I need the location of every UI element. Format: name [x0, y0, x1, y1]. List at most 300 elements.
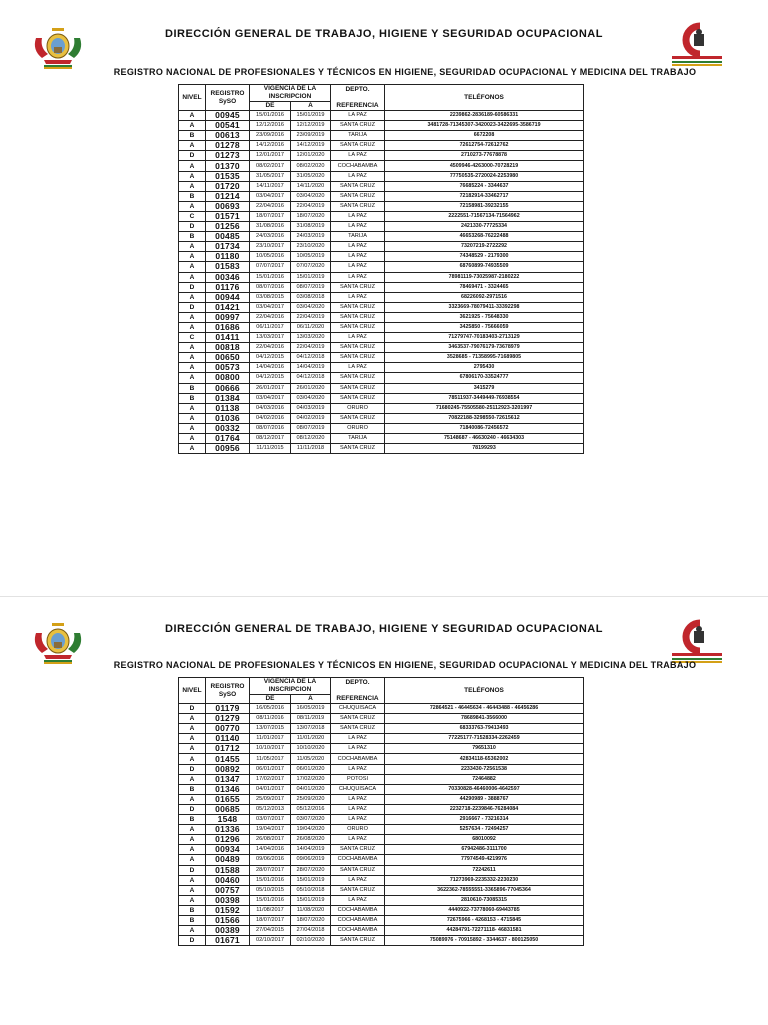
cell-registro: 01278: [206, 141, 250, 151]
cell-depto: LA PAZ: [331, 111, 385, 121]
cell-vigencia-a: 04/01/2020: [291, 784, 331, 794]
cell-vigencia-a: 08/12/2020: [291, 434, 331, 444]
table-row: [179, 373, 584, 383]
header-depto: DEPTO. REFERENCIA: [331, 85, 385, 111]
cell-registro: 00800: [206, 373, 250, 383]
document-subtitle: REGISTRO NACIONAL DE PROFESIONALES Y TÉCNICOS EN HIGIENE, SEGURIDAD OCUPACIONAL Y MEDICINA DEL TRABAJO: [113, 67, 697, 77]
table-row: [179, 815, 584, 825]
cell-vigencia-a: 12/01/2020: [291, 151, 331, 161]
cell-depto: LA PAZ: [331, 875, 385, 885]
cell-vigencia-a: 26/08/2020: [291, 835, 331, 845]
cell-registro: 01455: [206, 754, 250, 764]
cell-telefonos: 74348529 - 2179300: [385, 252, 584, 262]
cell-vigencia-de: 17/02/2017: [250, 774, 291, 784]
cell-vigencia-a: 17/02/2020: [291, 774, 331, 784]
cell-depto: SANTA CRUZ: [331, 322, 385, 332]
cell-telefonos: 3463537-79076179-73678979: [385, 343, 584, 353]
cell-telefonos: 77225177-71528334-2262459: [385, 734, 584, 744]
cell-vigencia-de: 14/12/2016: [250, 141, 291, 151]
cell-depto: TARIJA: [331, 232, 385, 242]
cell-depto: LA PAZ: [331, 242, 385, 252]
header-registro: REGISTRO SySO: [206, 678, 250, 704]
cell-vigencia-de: 15/01/2016: [250, 272, 291, 282]
cell-vigencia-a: 14/04/2019: [291, 845, 331, 855]
table-row: [179, 875, 584, 885]
cell-depto: SANTA CRUZ: [331, 936, 385, 946]
cell-registro: 00934: [206, 845, 250, 855]
table-row: [179, 171, 584, 181]
cell-nivel: A: [179, 373, 206, 383]
header-nivel: NIVEL: [179, 678, 206, 704]
cell-registro: 01296: [206, 835, 250, 845]
cell-nivel: A: [179, 714, 206, 724]
cell-depto: LA PAZ: [331, 835, 385, 845]
cell-nivel: A: [179, 161, 206, 171]
cell-vigencia-de: 03/04/2017: [250, 393, 291, 403]
cell-vigencia-a: 05/10/2018: [291, 885, 331, 895]
cell-depto: LA PAZ: [331, 151, 385, 161]
cell-vigencia-a: 22/04/2019: [291, 312, 331, 322]
cell-registro: 01346: [206, 784, 250, 794]
cell-vigencia-de: 23/09/2016: [250, 131, 291, 141]
cell-nivel: D: [179, 936, 206, 946]
cell-telefonos: 2810610-73085315: [385, 895, 584, 905]
table-row: [179, 201, 584, 211]
cell-telefonos: 2710273-77678878: [385, 151, 584, 161]
cell-vigencia-de: 25/09/2017: [250, 794, 291, 804]
table-row: [179, 936, 584, 946]
cell-nivel: A: [179, 141, 206, 151]
cell-depto: TARIJA: [331, 131, 385, 141]
cell-depto: LA PAZ: [331, 292, 385, 302]
cell-telefonos: 68760899-74935509: [385, 262, 584, 272]
ministry-emblem-logo: [668, 617, 726, 665]
cell-telefonos: 2233430-72561538: [385, 764, 584, 774]
cell-telefonos: 77974549-4219976: [385, 855, 584, 865]
cell-telefonos: 70330828-46460006-4642597: [385, 784, 584, 794]
cell-vigencia-a: 08/11/2019: [291, 714, 331, 724]
header-de: DE: [250, 695, 291, 704]
cell-telefonos: 68226092-2971516: [385, 292, 584, 302]
cell-registro: 01214: [206, 191, 250, 201]
cell-vigencia-de: 24/03/2016: [250, 232, 291, 242]
cell-depto: LA PAZ: [331, 363, 385, 373]
cell-vigencia-de: 11/08/2017: [250, 905, 291, 915]
cell-vigencia-de: 02/10/2017: [250, 936, 291, 946]
cell-telefonos: 3425850 - 75666059: [385, 322, 584, 332]
cell-nivel: A: [179, 312, 206, 322]
table-row: [179, 855, 584, 865]
cell-nivel: A: [179, 171, 206, 181]
cell-registro: 01712: [206, 744, 250, 754]
cell-depto: LA PAZ: [331, 744, 385, 754]
cell-registro: 01421: [206, 302, 250, 312]
cell-vigencia-de: 04/12/2015: [250, 353, 291, 363]
table-row: [179, 835, 584, 845]
cell-vigencia-a: 08/07/2019: [291, 423, 331, 433]
cell-nivel: D: [179, 764, 206, 774]
cell-nivel: A: [179, 744, 206, 754]
cell-vigencia-de: 14/11/2017: [250, 181, 291, 191]
cell-registro: 01764: [206, 434, 250, 444]
cell-registro: 01655: [206, 794, 250, 804]
cell-telefonos: 68333763-79413493: [385, 724, 584, 734]
table-row: [179, 393, 584, 403]
cell-nivel: A: [179, 413, 206, 423]
cell-telefonos: 2421330-77725334: [385, 222, 584, 232]
cell-nivel: A: [179, 734, 206, 744]
cell-telefonos: 2239862-2836189-60586331: [385, 111, 584, 121]
table-row: [179, 444, 584, 454]
cell-telefonos: 71840086-72456572: [385, 423, 584, 433]
cell-vigencia-a: 23/10/2020: [291, 242, 331, 252]
cell-vigencia-de: 22/04/2016: [250, 312, 291, 322]
cell-vigencia-a: 03/04/2020: [291, 302, 331, 312]
cell-registro: 01180: [206, 252, 250, 262]
registry-rows-page-2: [179, 704, 584, 946]
cell-nivel: A: [179, 885, 206, 895]
cell-vigencia-a: 04/03/2019: [291, 403, 331, 413]
table-row: [179, 111, 584, 121]
cell-registro: 01140: [206, 734, 250, 744]
table-row: [179, 895, 584, 905]
cell-telefonos: 3622362-78555551-3365896-77045364: [385, 885, 584, 895]
cell-telefonos: 72864521 - 46445634 - 46443488 - 46456286: [385, 704, 584, 714]
cell-depto: LA PAZ: [331, 333, 385, 343]
document-subtitle: REGISTRO NACIONAL DE PROFESIONALES Y TÉCNICOS EN HIGIENE, SEGURIDAD OCUPACIONAL Y MEDICINA DEL TRABAJO: [113, 660, 697, 670]
cell-depto: LA PAZ: [331, 262, 385, 272]
cell-telefonos: 77750535-2720024-2253980: [385, 171, 584, 181]
cell-depto: LA PAZ: [331, 272, 385, 282]
cell-registro: 01384: [206, 393, 250, 403]
table-row: [179, 413, 584, 423]
cell-vigencia-de: 05/12/2013: [250, 804, 291, 814]
cell-nivel: D: [179, 282, 206, 292]
cell-depto: SANTA CRUZ: [331, 181, 385, 191]
cell-vigencia-de: 04/02/2016: [250, 413, 291, 423]
cell-vigencia-a: 11/05/2020: [291, 754, 331, 764]
cell-registro: 01138: [206, 403, 250, 413]
cell-vigencia-de: 06/01/2017: [250, 764, 291, 774]
cell-depto: LA PAZ: [331, 734, 385, 744]
cell-vigencia-a: 12/12/2019: [291, 121, 331, 131]
cell-depto: SANTA CRUZ: [331, 845, 385, 855]
cell-registro: 00757: [206, 885, 250, 895]
cell-telefonos: 67806170-33524777: [385, 373, 584, 383]
cell-depto: SANTA CRUZ: [331, 865, 385, 875]
cell-vigencia-a: 15/01/2019: [291, 111, 331, 121]
cell-registro: 00770: [206, 724, 250, 734]
cell-registro: 01279: [206, 714, 250, 724]
cell-depto: ORURO: [331, 825, 385, 835]
cell-vigencia-a: 03/04/2020: [291, 393, 331, 403]
cell-registro: 00485: [206, 232, 250, 242]
cell-vigencia-de: 22/04/2016: [250, 201, 291, 211]
table-row: [179, 434, 584, 444]
cell-vigencia-a: 28/07/2020: [291, 865, 331, 875]
cell-registro: 00650: [206, 353, 250, 363]
cell-vigencia-de: 19/04/2017: [250, 825, 291, 835]
cell-telefonos: 75089976 - 70915892 - 3344637 - 800125050: [385, 936, 584, 946]
cell-vigencia-de: 08/07/2016: [250, 282, 291, 292]
cell-telefonos: 2795430: [385, 363, 584, 373]
document-page-2: [0, 596, 768, 1025]
cell-registro: 00489: [206, 855, 250, 865]
cell-vigencia-a: 11/08/2020: [291, 905, 331, 915]
table-row: [179, 905, 584, 915]
cell-telefonos: 78469471 - 3324465: [385, 282, 584, 292]
cell-vigencia-de: 15/01/2016: [250, 895, 291, 905]
cell-nivel: A: [179, 181, 206, 191]
header-vigencia: VIGENCIA DE LA INSCRIPCION: [250, 678, 331, 695]
cell-vigencia-de: 18/07/2017: [250, 211, 291, 221]
cell-vigencia-de: 26/08/2017: [250, 835, 291, 845]
cell-registro: 00398: [206, 895, 250, 905]
table-row: [179, 865, 584, 875]
cell-registro: 01347: [206, 774, 250, 784]
table-row: [179, 242, 584, 252]
cell-vigencia-a: 13/07/2018: [291, 724, 331, 734]
cell-nivel: C: [179, 211, 206, 221]
cell-telefonos: 3528685 - 71358995-71689805: [385, 353, 584, 363]
cell-telefonos: 70822188-3298550-72615612: [385, 413, 584, 423]
cell-vigencia-de: 15/01/2016: [250, 111, 291, 121]
cell-registro: 00332: [206, 423, 250, 433]
cell-vigencia-a: 22/04/2019: [291, 201, 331, 211]
cell-telefonos: 44284791-72271118- 46831581: [385, 926, 584, 936]
table-row: [179, 754, 584, 764]
cell-registro: 00541: [206, 121, 250, 131]
cell-vigencia-de: 14/04/2016: [250, 845, 291, 855]
cell-vigencia-de: 16/05/2016: [250, 704, 291, 714]
cell-vigencia-de: 06/11/2017: [250, 322, 291, 332]
cell-depto: SANTA CRUZ: [331, 191, 385, 201]
cell-registro: 00818: [206, 343, 250, 353]
cell-depto: LA PAZ: [331, 794, 385, 804]
table-row: [179, 292, 584, 302]
cell-telefonos: 3323669-78079411-33392298: [385, 302, 584, 312]
table-row: [179, 794, 584, 804]
cell-vigencia-a: 03/07/2020: [291, 815, 331, 825]
cell-telefonos: 67942486-3111700: [385, 845, 584, 855]
cell-depto: SANTA CRUZ: [331, 373, 385, 383]
table-row: [179, 423, 584, 433]
header-depto: DEPTO. REFERENCIA: [331, 678, 385, 704]
cell-vigencia-de: 08/11/2016: [250, 714, 291, 724]
cell-nivel: D: [179, 302, 206, 312]
cell-telefonos: 44290989 - 3888767: [385, 794, 584, 804]
cell-registro: 00892: [206, 764, 250, 774]
cell-registro: 00997: [206, 312, 250, 322]
cell-nivel: B: [179, 383, 206, 393]
cell-registro: 01566: [206, 915, 250, 925]
cell-vigencia-de: 22/04/2016: [250, 343, 291, 353]
cell-nivel: A: [179, 845, 206, 855]
header-de: DE: [250, 102, 291, 111]
cell-vigencia-a: 15/01/2019: [291, 875, 331, 885]
cell-depto: LA PAZ: [331, 252, 385, 262]
cell-depto: SANTA CRUZ: [331, 141, 385, 151]
cell-nivel: B: [179, 905, 206, 915]
cell-telefonos: 79651310: [385, 744, 584, 754]
cell-nivel: A: [179, 875, 206, 885]
cell-vigencia-de: 04/01/2017: [250, 784, 291, 794]
cell-registro: 00693: [206, 201, 250, 211]
cell-nivel: B: [179, 393, 206, 403]
cell-nivel: C: [179, 333, 206, 343]
cell-nivel: A: [179, 262, 206, 272]
cell-registro: 00666: [206, 383, 250, 393]
cell-telefonos: 78689841-3566000: [385, 714, 584, 724]
cell-telefonos: 4509946-4263000-70728219: [385, 161, 584, 171]
cell-depto: SANTA CRUZ: [331, 413, 385, 423]
cell-depto: TARIJA: [331, 434, 385, 444]
cell-vigencia-de: 27/04/2015: [250, 926, 291, 936]
cell-depto: LA PAZ: [331, 804, 385, 814]
cell-telefonos: 75148687 - 46630240 - 46634303: [385, 434, 584, 444]
table-row: [179, 181, 584, 191]
cell-vigencia-a: 10/05/2019: [291, 252, 331, 262]
cell-nivel: A: [179, 343, 206, 353]
cell-depto: SANTA CRUZ: [331, 121, 385, 131]
cell-vigencia-a: 04/12/2018: [291, 373, 331, 383]
cell-vigencia-a: 09/06/2019: [291, 855, 331, 865]
cell-depto: COCHABAMBA: [331, 905, 385, 915]
registry-rows-page-1: [179, 111, 584, 454]
cell-vigencia-de: 28/07/2017: [250, 865, 291, 875]
table-row: [179, 343, 584, 353]
cell-vigencia-de: 31/08/2016: [250, 222, 291, 232]
cell-nivel: A: [179, 825, 206, 835]
cell-vigencia-a: 07/07/2020: [291, 262, 331, 272]
cell-nivel: A: [179, 121, 206, 131]
table-row: [179, 211, 584, 221]
cell-nivel: A: [179, 774, 206, 784]
cell-depto: SANTA CRUZ: [331, 343, 385, 353]
cell-registro: 01179: [206, 704, 250, 714]
cell-depto: COCHABAMBA: [331, 926, 385, 936]
cell-registro: 00613: [206, 131, 250, 141]
cell-telefonos: 72242611: [385, 865, 584, 875]
document-title: DIRECCIÓN GENERAL DE TRABAJO, HIGIENE Y SEGURIDAD OCUPACIONAL: [165, 623, 603, 635]
cell-nivel: A: [179, 252, 206, 262]
table-row: [179, 825, 584, 835]
cell-nivel: D: [179, 151, 206, 161]
cell-registro: 01535: [206, 171, 250, 181]
table-row: [179, 312, 584, 322]
cell-registro: 01370: [206, 161, 250, 171]
cell-registro: 01592: [206, 905, 250, 915]
cell-depto: COCHABAMBA: [331, 161, 385, 171]
cell-nivel: A: [179, 201, 206, 211]
cell-vigencia-a: 15/01/2019: [291, 272, 331, 282]
cell-telefonos: 72182914-33462717: [385, 191, 584, 201]
cell-vigencia-a: 27/04/2018: [291, 926, 331, 936]
cell-vigencia-a: 18/07/2020: [291, 915, 331, 925]
cell-vigencia-a: 25/09/2020: [291, 794, 331, 804]
cell-nivel: B: [179, 784, 206, 794]
cell-vigencia-a: 18/07/2020: [291, 211, 331, 221]
header-nivel: NIVEL: [179, 85, 206, 111]
table-row: [179, 403, 584, 413]
table-row: [179, 302, 584, 312]
cell-registro: 01273: [206, 151, 250, 161]
cell-depto: COCHABAMBA: [331, 754, 385, 764]
cell-telefonos: 42834118-65362002: [385, 754, 584, 764]
cell-vigencia-de: 31/05/2017: [250, 171, 291, 181]
cell-telefonos: 72675966 - 4268153 - 4715845: [385, 915, 584, 925]
cell-vigencia-a: 26/01/2020: [291, 383, 331, 393]
table-row: [179, 764, 584, 774]
cell-registro: 01671: [206, 936, 250, 946]
cell-vigencia-a: 14/12/2019: [291, 141, 331, 151]
cell-nivel: B: [179, 191, 206, 201]
cell-registro: 00944: [206, 292, 250, 302]
table-row: [179, 363, 584, 373]
cell-nivel: B: [179, 915, 206, 925]
table-row: [179, 272, 584, 282]
cell-depto: SANTA CRUZ: [331, 282, 385, 292]
cell-nivel: D: [179, 704, 206, 714]
cell-vigencia-a: 02/10/2020: [291, 936, 331, 946]
cell-nivel: A: [179, 272, 206, 282]
cell-depto: COCHABAMBA: [331, 915, 385, 925]
cell-registro: 00389: [206, 926, 250, 936]
cell-vigencia-a: 15/01/2019: [291, 895, 331, 905]
cell-registro: 01583: [206, 262, 250, 272]
table-row: [179, 774, 584, 784]
cell-telefonos: 2222551-71567134-71564962: [385, 211, 584, 221]
cell-vigencia-de: 05/10/2015: [250, 885, 291, 895]
cell-registro: 01686: [206, 322, 250, 332]
header-telefonos: TELÉFONOS: [385, 85, 584, 111]
cell-vigencia-de: 08/12/2017: [250, 434, 291, 444]
cell-nivel: A: [179, 855, 206, 865]
cell-nivel: A: [179, 423, 206, 433]
cell-telefonos: 68010092: [385, 835, 584, 845]
cell-vigencia-de: 12/01/2017: [250, 151, 291, 161]
cell-depto: LA PAZ: [331, 895, 385, 905]
cell-registro: 01176: [206, 282, 250, 292]
table-row: [179, 282, 584, 292]
cell-depto: LA PAZ: [331, 764, 385, 774]
cell-vigencia-a: 10/10/2020: [291, 744, 331, 754]
cell-depto: LA PAZ: [331, 222, 385, 232]
cell-telefonos: 78199293: [385, 444, 584, 454]
cell-depto: SANTA CRUZ: [331, 353, 385, 363]
cell-registro: 00956: [206, 444, 250, 454]
cell-nivel: A: [179, 835, 206, 845]
cell-vigencia-de: 09/06/2016: [250, 855, 291, 865]
cell-nivel: A: [179, 794, 206, 804]
cell-vigencia-de: 03/04/2017: [250, 191, 291, 201]
cell-nivel: B: [179, 131, 206, 141]
document-title: DIRECCIÓN GENERAL DE TRABAJO, HIGIENE Y SEGURIDAD OCUPACIONAL: [165, 28, 603, 40]
cell-registro: 01256: [206, 222, 250, 232]
cell-nivel: D: [179, 865, 206, 875]
cell-telefonos: 3621925 - 75648330: [385, 312, 584, 322]
cell-nivel: A: [179, 444, 206, 454]
cell-vigencia-a: 23/09/2019: [291, 131, 331, 141]
cell-depto: LA PAZ: [331, 815, 385, 825]
cell-vigencia-de: 23/10/2017: [250, 242, 291, 252]
cell-telefonos: 2916667 - 73216314: [385, 815, 584, 825]
table-row: [179, 191, 584, 201]
cell-vigencia-a: 04/12/2018: [291, 353, 331, 363]
cell-depto: SANTA CRUZ: [331, 393, 385, 403]
cell-vigencia-a: 05/12/2016: [291, 804, 331, 814]
table-row: [179, 714, 584, 724]
